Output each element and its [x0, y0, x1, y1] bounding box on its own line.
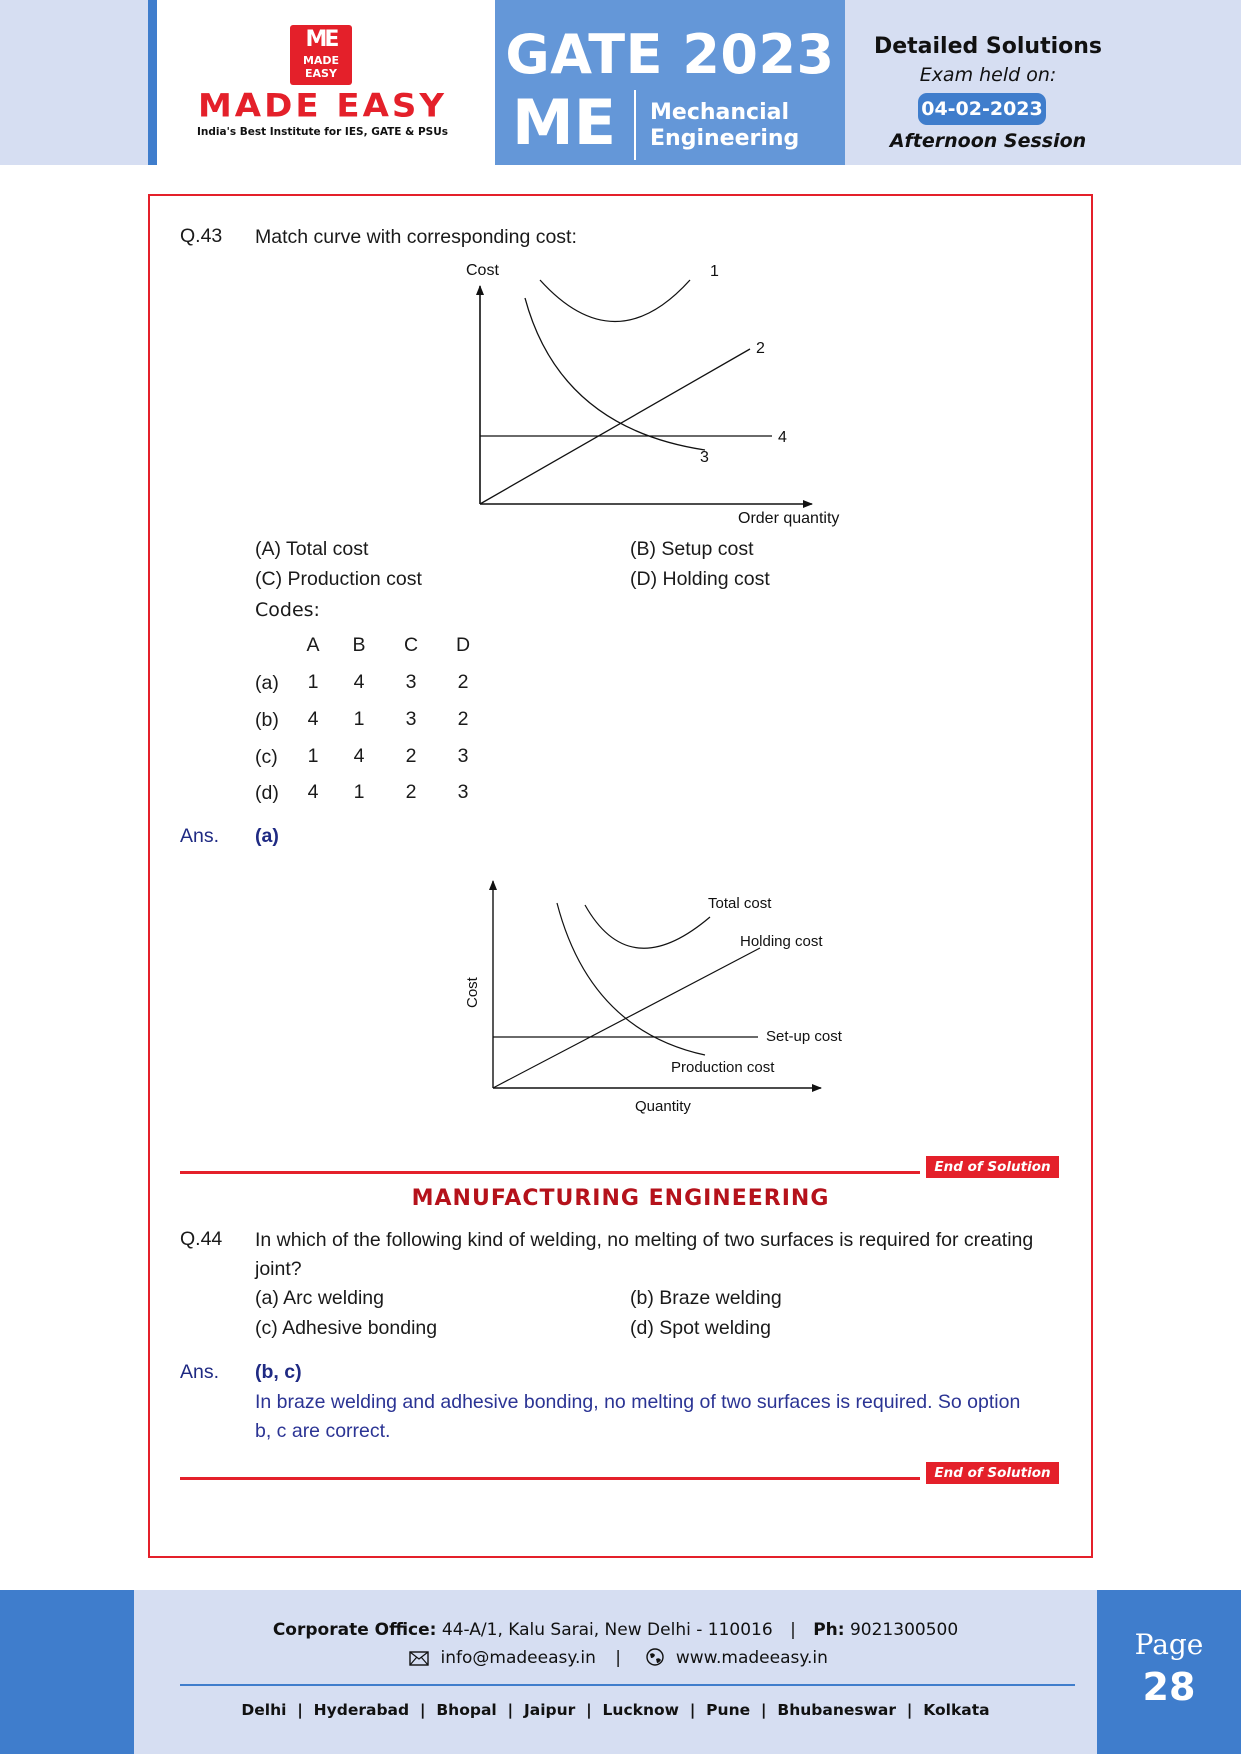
- codes-cell: 2: [457, 708, 469, 730]
- answer-holding-cost-label: Holding cost: [740, 933, 823, 950]
- q44-option-a: (a) Arc welding: [255, 1287, 384, 1309]
- q43-curve-label-2: 2: [756, 340, 765, 357]
- phone-number: 9021300500: [849, 1620, 959, 1640]
- q43-codes-label: Codes:: [255, 599, 320, 621]
- answer-x-label: Quantity: [635, 1098, 691, 1115]
- codes-cell: 3: [457, 781, 469, 803]
- header-accent-strip: [148, 0, 157, 165]
- codes-cell: 1: [353, 708, 365, 730]
- end-of-solution-rule: [180, 1171, 920, 1174]
- q44-solution-line2: b, c are correct.: [255, 1420, 391, 1442]
- q44-option-c: (c) Adhesive bonding: [255, 1317, 438, 1339]
- end-of-solution-badge: End of Solution: [926, 1156, 1059, 1178]
- codes-cell: 4: [307, 781, 319, 803]
- section-title: MANUFACTURING ENGINEERING: [411, 1186, 830, 1211]
- q43-option-b: (B) Setup cost: [630, 538, 754, 560]
- codes-cell: 3: [457, 745, 469, 767]
- q44-text-line1: In which of the following kind of welding, no melting of two surfaces is required for creating: [255, 1229, 1034, 1251]
- codes-cell: 2: [457, 671, 469, 693]
- q44-text-line2: joint?: [255, 1258, 302, 1280]
- q43-curve-2: [480, 349, 750, 504]
- branch-name-line2: Engineering: [650, 126, 800, 151]
- made-easy-logo-icon: [290, 25, 352, 85]
- footer-main-panel: [134, 1590, 1097, 1754]
- codes-cell: 4: [353, 745, 365, 767]
- footer-office-line: [134, 1620, 1097, 1640]
- q43-answer-figure: [455, 875, 870, 1120]
- q43-y-label: Cost: [466, 262, 499, 279]
- codes-row-label: (c): [255, 746, 278, 768]
- codes-cell: 4: [353, 671, 365, 693]
- globe-icon: [646, 1648, 664, 1666]
- q43-option-d: (D) Holding cost: [630, 568, 770, 590]
- brand-tagline: India's Best Institute for IES, GATE & PSUs: [197, 126, 448, 138]
- q44-answer-label: Ans.: [180, 1361, 220, 1383]
- exam-held-label: Exam held on:: [919, 64, 1057, 86]
- q43-option-a: (A) Total cost: [255, 538, 369, 560]
- codes-row-label: (d): [255, 782, 279, 804]
- codes-header-d: D: [455, 634, 471, 656]
- q44-number: Q.44: [180, 1228, 223, 1250]
- end-of-solution-badge: End of Solution: [926, 1462, 1059, 1484]
- brand-name: MADE EASY: [197, 87, 448, 125]
- footer-separator: |: [790, 1620, 796, 1640]
- end-of-solution-rule: [180, 1477, 920, 1480]
- footer-divider: [180, 1684, 1075, 1686]
- codes-cell: 3: [405, 708, 417, 730]
- answer-total-cost-curve: [585, 905, 710, 948]
- codes-row-label: (a): [255, 672, 279, 694]
- codes-header-c: C: [403, 634, 419, 656]
- q43-curve-label-3: 3: [700, 449, 709, 466]
- footer-city-list: Delhi | Hyderabad | Bhopal | Jaipur | Lucknow | Pune | Bhubaneswar | Kolkata: [241, 1701, 990, 1719]
- q43-x-label: Order quantity: [738, 510, 840, 527]
- solutions-title: Detailed Solutions: [873, 34, 1103, 59]
- codes-cell: 1: [307, 671, 319, 693]
- logo-badge-easy: EASY: [305, 67, 337, 80]
- exam-date-badge: 04-02-2023: [918, 93, 1046, 125]
- exam-title: GATE 2023: [505, 23, 835, 86]
- codes-header-a: A: [306, 634, 320, 656]
- codes-cell: 4: [307, 708, 319, 730]
- footer-email-link[interactable]: info@madeeasy.in: [440, 1648, 596, 1668]
- codes-cell: 2: [405, 745, 417, 767]
- q44-option-d: (d) Spot welding: [630, 1317, 771, 1339]
- answer-setup-cost-label: Set-up cost: [766, 1028, 842, 1045]
- q43-curve-figure: [450, 258, 870, 533]
- page-number: 28: [1142, 1665, 1196, 1709]
- page-label: Page: [1134, 1628, 1204, 1661]
- q43-answer: (a): [255, 825, 279, 847]
- codes-cell: 1: [307, 745, 319, 767]
- answer-total-cost-label: Total cost: [708, 895, 772, 912]
- branch-name-line1: Mechancial: [650, 100, 789, 125]
- phone-label: Ph:: [813, 1620, 845, 1640]
- q43-curve-label-1: 1: [710, 263, 719, 280]
- branch-name: [650, 100, 799, 152]
- codes-cell: 3: [405, 671, 417, 693]
- answer-production-cost-curve: [557, 903, 705, 1055]
- q43-number: Q.43: [180, 225, 223, 247]
- envelope-icon: [409, 1651, 429, 1666]
- branch-divider: [634, 90, 636, 160]
- footer-contact-line: [134, 1648, 1097, 1668]
- codes-cell: 1: [353, 781, 365, 803]
- codes-row-label: (b): [255, 709, 279, 731]
- q43-curve-1: [540, 280, 690, 322]
- q43-option-c: (C) Production cost: [255, 568, 422, 590]
- office-label: Corporate Office:: [272, 1620, 437, 1640]
- logo-badge-me: ME: [305, 27, 337, 52]
- q43-text: Match curve with corresponding cost:: [255, 226, 577, 248]
- codes-header-b: B: [352, 634, 366, 656]
- branch-code: ME: [512, 86, 617, 159]
- footer-website-link[interactable]: www.madeeasy.in: [675, 1648, 828, 1668]
- q44-option-b: (b) Braze welding: [630, 1287, 782, 1309]
- office-address: 44-A/1, Kalu Sarai, New Delhi - 110016: [441, 1620, 773, 1640]
- q44-solution-line1: In braze welding and adhesive bonding, no melting of two surfaces is required. So option: [255, 1391, 1021, 1413]
- q44-answer: (b, c): [255, 1361, 302, 1383]
- exam-session: Afternoon Session: [889, 130, 1087, 152]
- answer-production-cost-label: Production cost: [671, 1059, 775, 1076]
- q43-curve-label-4: 4: [778, 429, 787, 446]
- footer-separator: |: [615, 1648, 622, 1668]
- answer-y-label: Cost: [464, 977, 481, 1008]
- logo-badge-made: MADE: [302, 54, 340, 67]
- footer-left-panel: [0, 1590, 134, 1754]
- q43-answer-label: Ans.: [180, 825, 220, 847]
- codes-cell: 2: [405, 781, 417, 803]
